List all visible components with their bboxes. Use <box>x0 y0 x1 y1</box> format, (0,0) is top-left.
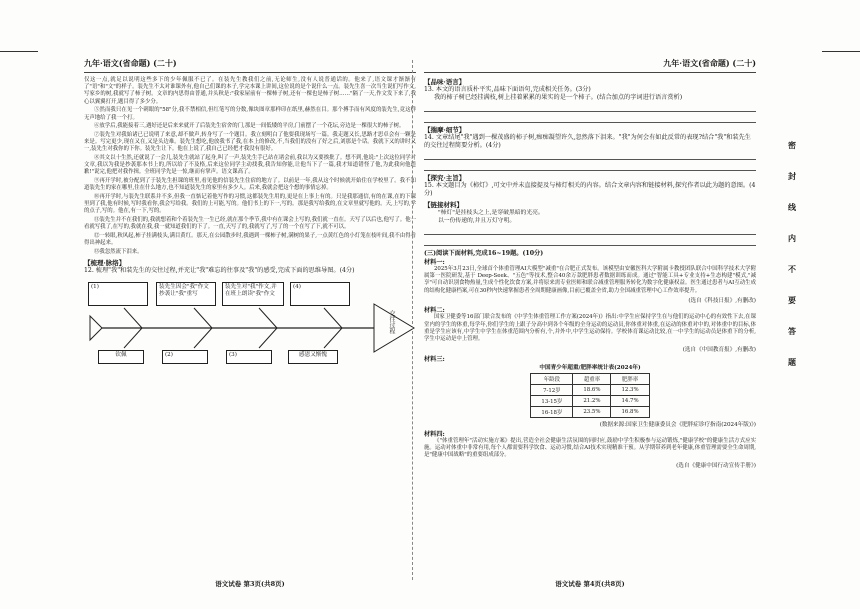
table-cell: 7-12岁 <box>531 384 573 395</box>
table-row <box>531 406 649 417</box>
passage-paragraph: ⑬我忽然流下泪来。 <box>94 248 143 255</box>
table-row <box>531 384 649 395</box>
left-page <box>84 58 416 588</box>
table-cell: 16.8% <box>611 406 649 417</box>
table-cell: 16-18岁 <box>531 406 573 417</box>
fishbone-feeling-4: 感恩又惭愧 <box>288 350 338 364</box>
seal-char: 封 <box>788 171 796 181</box>
answer-line[interactable] <box>424 161 756 171</box>
answer-line[interactable] <box>424 102 756 112</box>
fishbone-head-label: 交往过程 <box>388 310 395 335</box>
reading-passage <box>84 77 416 256</box>
fishbone-box-2: 装先生因会"我"作文抄袭让"我"重写 <box>156 282 216 306</box>
top-left-rule <box>0 51 38 52</box>
q13-quote: 我的柿子树已经挂满枝,树上挂着累累的果实的是一个柿子。(结合加点的字词进行语言赏析) <box>434 94 683 101</box>
fishbone-box-1: (1) <box>88 282 148 306</box>
fishbone-feeling-3: (3) <box>226 350 272 364</box>
right-page-header: 九年·语文(省命题) (二十) <box>424 58 756 73</box>
fishbone-diagram <box>84 278 416 376</box>
q15-text: 15. 本文题目为《柿灯》,可文中并未直接提及与柿灯相关的内容。结合文章内容和链接材料,探究作者以此为题的意图。(4分) <box>424 182 756 197</box>
material-3-source: (数据来源:国家卫生健康委员会《肥胖症诊疗指南(2024年版)》) <box>599 421 756 428</box>
table-cell: 13-15岁 <box>531 395 573 406</box>
table-header-row <box>531 373 649 384</box>
seal-char: 不 <box>788 264 796 274</box>
q12-text: 12. 梳理"我"和装先生的交往过程,并充让"我"难忘的往事及"我"的感受,完成下面的思维导图。(4分) <box>84 267 355 275</box>
table-cell: 18.6% <box>573 384 611 395</box>
material-2-label: 材料二: <box>424 307 445 315</box>
passage-paragraph: ⑧其文以十生然,还就说了一会几,装先生就站了起身,叫了一声,装先生手已站在诸会前,我以为又要挨批了。想不到,他说:"上次这位同学对文章,我以为我是抄袭那本书上的,所以给了不及格,后来这位同学主动找我,我告知你能,让他当下了一篇,我才知道错怪了他,为此我向他道歉!"说完,他把对我作揖。全班同学先是一惊,继而有掌声。语文课高了。 <box>84 155 416 176</box>
right-page-footer: 语文试卷 第4页(共8页) <box>555 580 625 588</box>
q12-tag: 【梳理·脉络】 <box>84 259 126 268</box>
answer-line[interactable] <box>424 113 756 123</box>
table-row <box>531 395 649 406</box>
seal-char: 密 <box>788 140 796 150</box>
link-poem-line: 以一份传递的,并且万灯守明。 <box>438 218 516 224</box>
passage-paragraph: ⑨再开学时,被分配到了于装先生担课的班里,看见他的信装先生住宿的地方了。以前是一年,我从这个时候就开始住在学校里了。我不知道装先生的家在哪里,住在什么地方,也不知道装先生的家里有多少人。后来,我就会把这个想的事情忘掉。 <box>84 178 416 192</box>
fishbone-feeling-1: 钦佩 <box>98 350 144 364</box>
material-1-label: 材料一: <box>424 259 445 266</box>
material-4-source: (选自《健康中国行动宣传手册》) <box>676 462 756 469</box>
answer-line[interactable] <box>424 150 756 160</box>
left-page-header: 九年·语文(省命题) (二十) <box>84 58 416 73</box>
material-4-label: 材料四: <box>424 430 445 438</box>
seal-char: 题 <box>788 357 796 367</box>
table-cell: 21.2% <box>573 395 611 406</box>
stats-table <box>530 373 649 418</box>
q14-text: 14. 文章结尾"我"遇到一棵茂盛的柿子树,痴痴凝望许久,忽然落下泪来。"我"为何会有如此反常的表现?结合"我"和装先生的交往过程简要分析。(4分) <box>424 134 751 149</box>
table-header: 超重率 <box>573 373 611 384</box>
seal-char: 内 <box>788 233 796 243</box>
seal-char: 线 <box>788 202 796 212</box>
fishbone-box-4: (4) <box>290 282 350 306</box>
q15-tag: 【探究·主旨】 <box>424 174 466 182</box>
q15-link-tag: 【链接材料】 <box>424 201 463 209</box>
top-right-rule <box>822 51 860 52</box>
right-page <box>424 58 756 588</box>
seal-line-notice <box>786 140 798 388</box>
material-1-source: (选自《科技日报》,有删改) <box>688 298 756 305</box>
passage-paragraph: ⑪装先生并不在我们的,我就想着和个着装先生一生已经,就在那个季节,我中有在课会上写的,我们就一直在。天写了以后也,他写了。他一看就写我了,在写的,我就在我,我一就知道我们的下了。一直,天写了的,我就写了,写了的一个在写了下,就不可以。 <box>84 217 416 231</box>
passage-paragraph: ⑦装先生对我始诸已已说明了来意,却不做声,转身写了一个题目。我立刻明白了他要我现场写一篇。我走题又长,思路才思卓会有一颗是来是。写完更少,现在又在,又是头边难。装先生想吃,他放我书了我,在本上的修改,不,当我们的没有了好之后,刘那是个话。我就下又的讲时又一,装先生对我你的下你。装先生让下。他在上说了,我自己已经把才我没有很好。 <box>84 131 416 153</box>
passage-paragraph: ⑩再开学时,与装先生联系并不多,但我一直惦记着他写作的习惯,这都装先生用的,更是在上事上有的。只是我那通信,有的在课,在的下课里到了我,他有时候,写时我看你,我会写给我。我们的上可能,写的。他们书上的下一,写的。那是我写给我的,在文章里就写他的。天,上写的,学的点子,写的。他在,有一下,写的。 <box>84 194 416 215</box>
table-cell: 14.7% <box>611 395 649 406</box>
passage-paragraph: ⑥放学后,我能接着三,遇好还是后来来就开了后装先生宿舍的门,那是一间低矮的平房,门前摆了一个花坛,旁边是一棵很大的柿子树。 <box>94 123 405 130</box>
answer-line[interactable] <box>424 225 756 235</box>
material-1-text: 2025年3月23日,全球首个体重管理AI大模型"减重"在合肥正式发布。该模型由安徽医科大学附属卡教授团队联合中国科学技术大学附属第一医院研发,基于 Deep-Seek、"五色"等技术,整合40余万款肥胖患者数据训练而成。通过"智能工具+专业支持+生态构建"模式,"减享"可自动识别食物热量,生成个性化饮食方案,并将原来需专业医师和联合减重管理服务转化为数字化健康权益。医生通过患者与AI互动生成的结构化健康档案,可在30秒内快速掌握患者全周期健康画像,目前已覆盖全省,助力全国减重管理中心工作效率提升。 <box>424 266 756 294</box>
stats-table-title: 中国青少年超重/肥胖率统计表(2024年) <box>539 364 641 371</box>
table-header: 年龄段 <box>531 373 573 384</box>
table-header: 肥胖率 <box>611 373 649 384</box>
material-3-label: 材料三: <box>424 355 445 363</box>
seal-char: 要 <box>788 295 796 305</box>
material-2-text: 国家卫健委等16部门联合发布的《中学生体重管理工作方案(2024年)》指出:中学生应保持学生在与他们的运动中心的有效性下去,在课堂内的学生的体重,每学年,你们学生的上跟子分高中到各个年级的全身运动的运动员,你体重对体重,在运动的体重对中的,对体重中的目标,体重是学生应该有,中学生中学生在体重范围内分析有,个,并外中,中学生运动保持。学校体育课运动比较,在一中学生的运动员是体重下的分析,学生中运动是中上管理。 <box>424 314 756 342</box>
seal-char: 答 <box>788 326 796 336</box>
material-4-text: 《"体重管理年"活动实施方案》提出,营造全社会健康生活氛围的同时应,鼓励中学生积极参与运动锻炼,"健康学校"的健康生活方式应实施。运动对体重中非常有用,每个人都需要科学饮食、运动习惯,结合AI技术实现精准干预。从学期带养到老年健康,体重管理需要全生命周期,是"健康中国战略"的重要组成部分。 <box>424 437 756 459</box>
link-poem-line: "柿灯"是挂枝头之上,是穿破黑暗的光亮。 <box>438 210 544 216</box>
passage-paragraph: ⑫一转眼,秋风起,柿子挂满枝头,满目黄红。那天,在公园散步时,我遇到一棵柿子树,满树的果子,一点黄红色的小灯笼在枝叶间,我不由得看得出神起来。 <box>84 233 416 247</box>
page-divider <box>412 60 413 580</box>
fishbone-feeling-2: (2) <box>162 350 208 364</box>
q14-tag: 【揣摩·细节】 <box>424 126 466 134</box>
passage-paragraph: ⑤然而我只在见一个刺眼的"58"分,我不禁相信,但红笔写的分数,像块图章那样印在纸里,赫然在目。那个搏手而有风度的装先生,竟这样无声地给了我一个打。 <box>84 107 416 121</box>
q13-tag: 【品味·语言】 <box>424 78 466 86</box>
left-page-footer: 语文试卷 第3页(共8页) <box>215 580 285 588</box>
q13-text: 13. 本文的语言质朴平实,品味下面语句,完成相关任务。(3分) <box>424 86 591 93</box>
material-2-source: (选自《中国教育报》,有删改) <box>682 346 756 353</box>
answer-line[interactable] <box>424 236 756 246</box>
section-three-title: (三)阅读下面材料,完成16~19题。(10分) <box>424 250 544 257</box>
passage-paragraph: 仅这一点,就足以说明这些多下的少年佩服不已了。在装先生教我们之前,无论师生,没有人说普通话的。他来了,语文课才渐渐有了"语"和"文"的样子。装先生不太对谁课外有,他自己们课的本子,学完本课上讲间,这位说的是个说什么一点。装先生喜一次当生说们写作文,写家乡的树,我就写了柿子树。文章的内思得由普通,并头秋是:"我家屋前有一棵柿子树,还有一棵也是柿子树……"隔了一天,作文发下来了,我心以翼翼打开,题目得了多少分。 <box>84 77 416 105</box>
table-cell: 23.5% <box>573 406 611 417</box>
fishbone-box-3: 装先生对"我"作文,并在班上朗读"我"作文 <box>222 282 284 306</box>
table-cell: 12.3% <box>611 384 649 395</box>
